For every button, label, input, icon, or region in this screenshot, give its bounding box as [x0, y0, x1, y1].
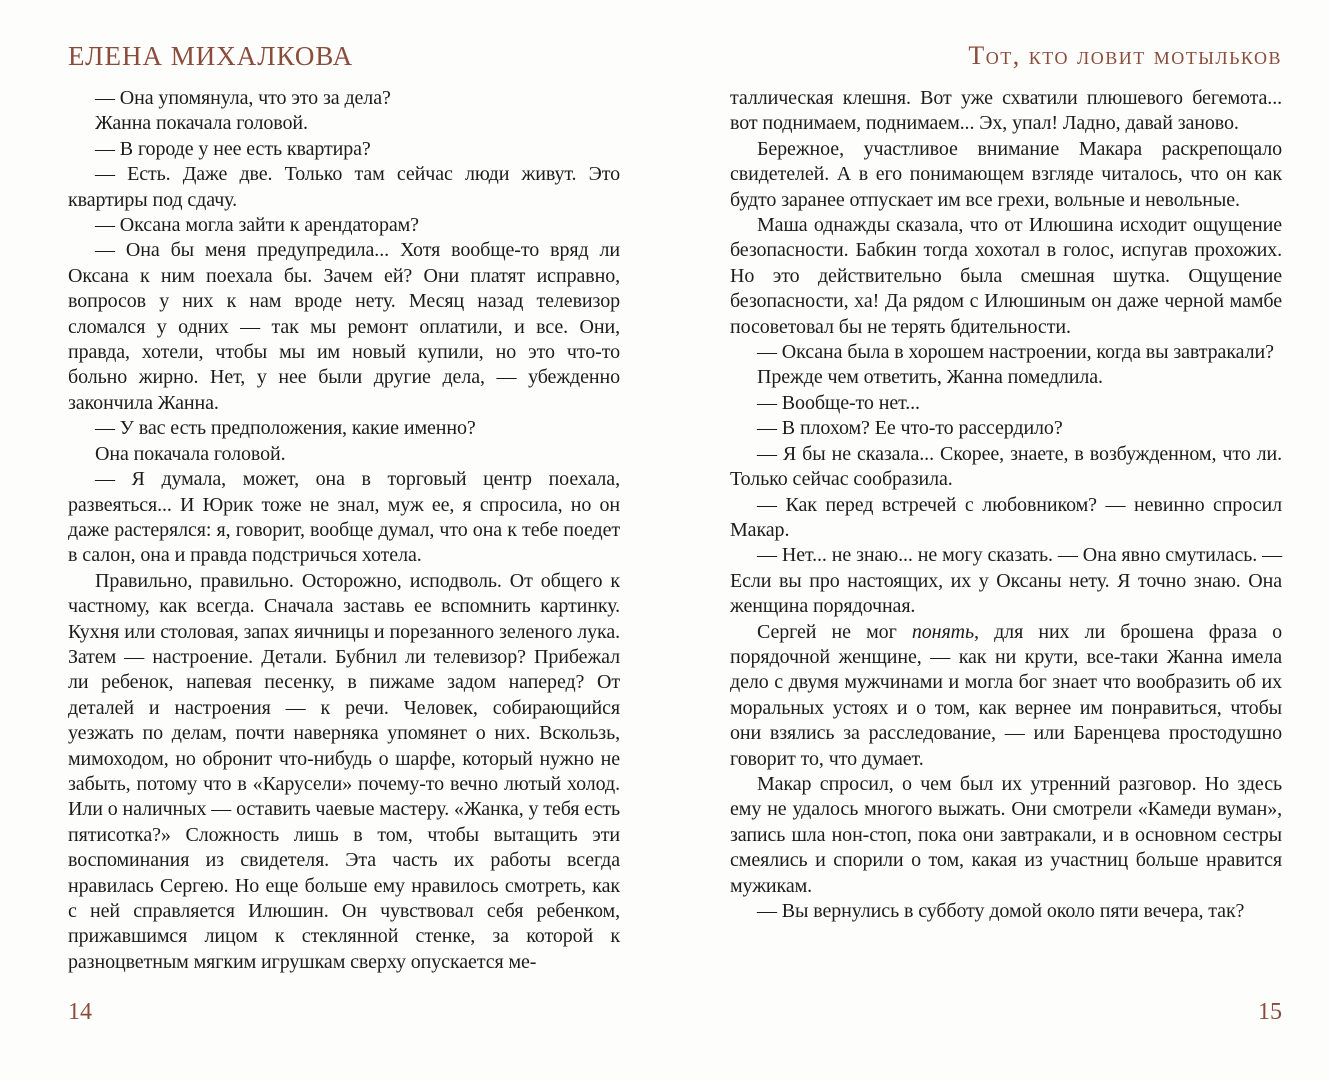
paragraph: Маша однажды сказала, что от Илюшина исходит ощущение безопасности. Бабкин тогда хохотал в голос, испугав прохожих. Но это действительно была смешная шутка. Ощущение безопасности, ха! Да рядом с Илюшиным он даже черной мамбе посоветовал бы не терять бдительности. — [730, 214, 1282, 338]
paragraph: — Она упомянула, что это за дела? — [95, 87, 391, 109]
paragraph: Правильно, правильно. Осторожно, исподволь. От общего к частному, как всегда. Сначала заставь ее вспомнить картинку. Кухня или столовая, запах яичницы и порезанного зеленого лука. Затем — настроение. Детали. Бубнил ли телевизор? Прибежал ли ребенок, напевая песенку, в пижаме задом наперед? От деталей и настроения — к речи. Человек, собирающийся уезжать по делам, почти наверняка упомянет о них. Вскользь, мимоходом, но обронит что-нибудь о шарфе, который нужно не забыть, потому что в «Карусели» почему-то вечно лютый холод. Или о наличных — оставить чаевые мастеру. «Жанка, у тебя есть пятисотка?» Сложность лишь в том, чтобы вытащить эти воспоминания из свидетеля. Эта часть их работы всегда нравилась Сергею. Но еще больше ему нравилось смотреть, как с ней справляется Илюшин. Он чувствовал себя ребенком, прижавшимся лицом к стеклянной стенке, за которой к разноцветным мягким игрушкам сверху опускается ме- — [68, 569, 621, 973]
paragraph: — Вы вернулись в субботу домой около пяти вечера, так? — [757, 900, 1245, 922]
paragraph: Жанна покачала головой. — [95, 112, 308, 135]
paragraph: Она покачала головой. — [95, 442, 286, 465]
paragraph: — Я бы не сказала... Скорее, знаете, в возбужденном, что ли. Только сейчас сообразила. — [730, 442, 1282, 491]
page-number-left: 14 — [68, 999, 92, 1025]
paragraph: — В плохом? Ее что-то рассердило? — [757, 417, 1063, 440]
page-right-text — [730, 86, 1282, 924]
paragraph: — У вас есть предположения, какие именно? — [95, 417, 476, 440]
paragraph: — Оксана могла зайти к арендаторам? — [95, 214, 419, 237]
paragraph: Макар спросил, о чем был их утренний разговор. Но здесь ему не удалось многого выжать. Они смотрели «Камеди вуман», запись шла нон-стоп, пока они завтракали, и в основном сестры смеялись и спорили о том, какая из участниц больше нравится мужикам. — [730, 772, 1282, 897]
paragraph: — В городе у нее есть квартира? — [95, 137, 371, 160]
paragraph: — Есть. Даже две. Только там сейчас люди живут. Это квартиры под сдачу. — [68, 163, 620, 211]
paragraph: — Нет... не знаю... не могу сказать. — Она явно смутилась. — Если вы про настоящих, их у Оксаны нету. Я точно знаю. Она женщина порядочная. — [730, 544, 1282, 618]
running-head-book-title: Тот, кто ловит мотыльков — [968, 41, 1282, 70]
paragraph: — Я думала, может, она в торговый центр поехала, развеяться... И Юрик тоже не знал, муж ее, я спросила, но он даже растерялся: я, говорит, вообще думал, что она к тебе поедет в салон, она и правда подстричься хотела. — [68, 468, 620, 567]
running-head-author: ЕЛЕНА МИХАЛКОВА — [68, 41, 354, 71]
page-left — [68, 0, 620, 1080]
paragraph: Прежде чем ответить, Жанна помедлила. — [757, 366, 1103, 389]
paragraph: — Оксана была в хорошем настроении, когда вы завтракали? — [757, 341, 1274, 364]
paragraph: — Она бы меня предупредила... Хотя вообще-то вряд ли Оксана к ним поехала бы. Зачем ей? Они платят исправно, вопросов у них к нам вроде нету. Месяц назад телевизор сломался у одних — так мы ремонт оплатили, и все. Они, правда, хотели, чтобы мы им новый купили, но это что-то больно жирно. Нет, у нее были другие дела, — убежденно закончила Жанна. — [68, 239, 620, 414]
paragraph: Бережное, участливое внимание Макара раскрепощало свидетелей. А в его понимающем взгляде читалось, что он как будто заранее отпускает им все грехи, вольные и невольные. — [730, 137, 1282, 211]
page-left-text — [68, 86, 620, 975]
page-number-right: 15 — [1258, 999, 1282, 1025]
paragraph: — Как перед встречей с любовником? — невинно спросил Макар. — [730, 493, 1282, 541]
paragraph: Сергей не мог понять, для них ли брошена фраза о порядочной женщине, — как ни крути, все-таки Жанна имела дело с двумя мужчинами и могла бог знает что вообразить об их моральных устоях и о том, как вернее им понравиться, чтобы они взялись за расследование, — или Баренцева простодушно говорит то, что думает. — [730, 620, 1282, 770]
page-right — [730, 0, 1282, 1080]
paragraph: — Вообще-то нет... — [757, 391, 920, 414]
paragraph: таллическая клешня. Вот уже схватили плюшевого бегемота... вот поднимаем, поднимаем... Эх, упал! Ладно, давай заново. — [730, 87, 1282, 135]
